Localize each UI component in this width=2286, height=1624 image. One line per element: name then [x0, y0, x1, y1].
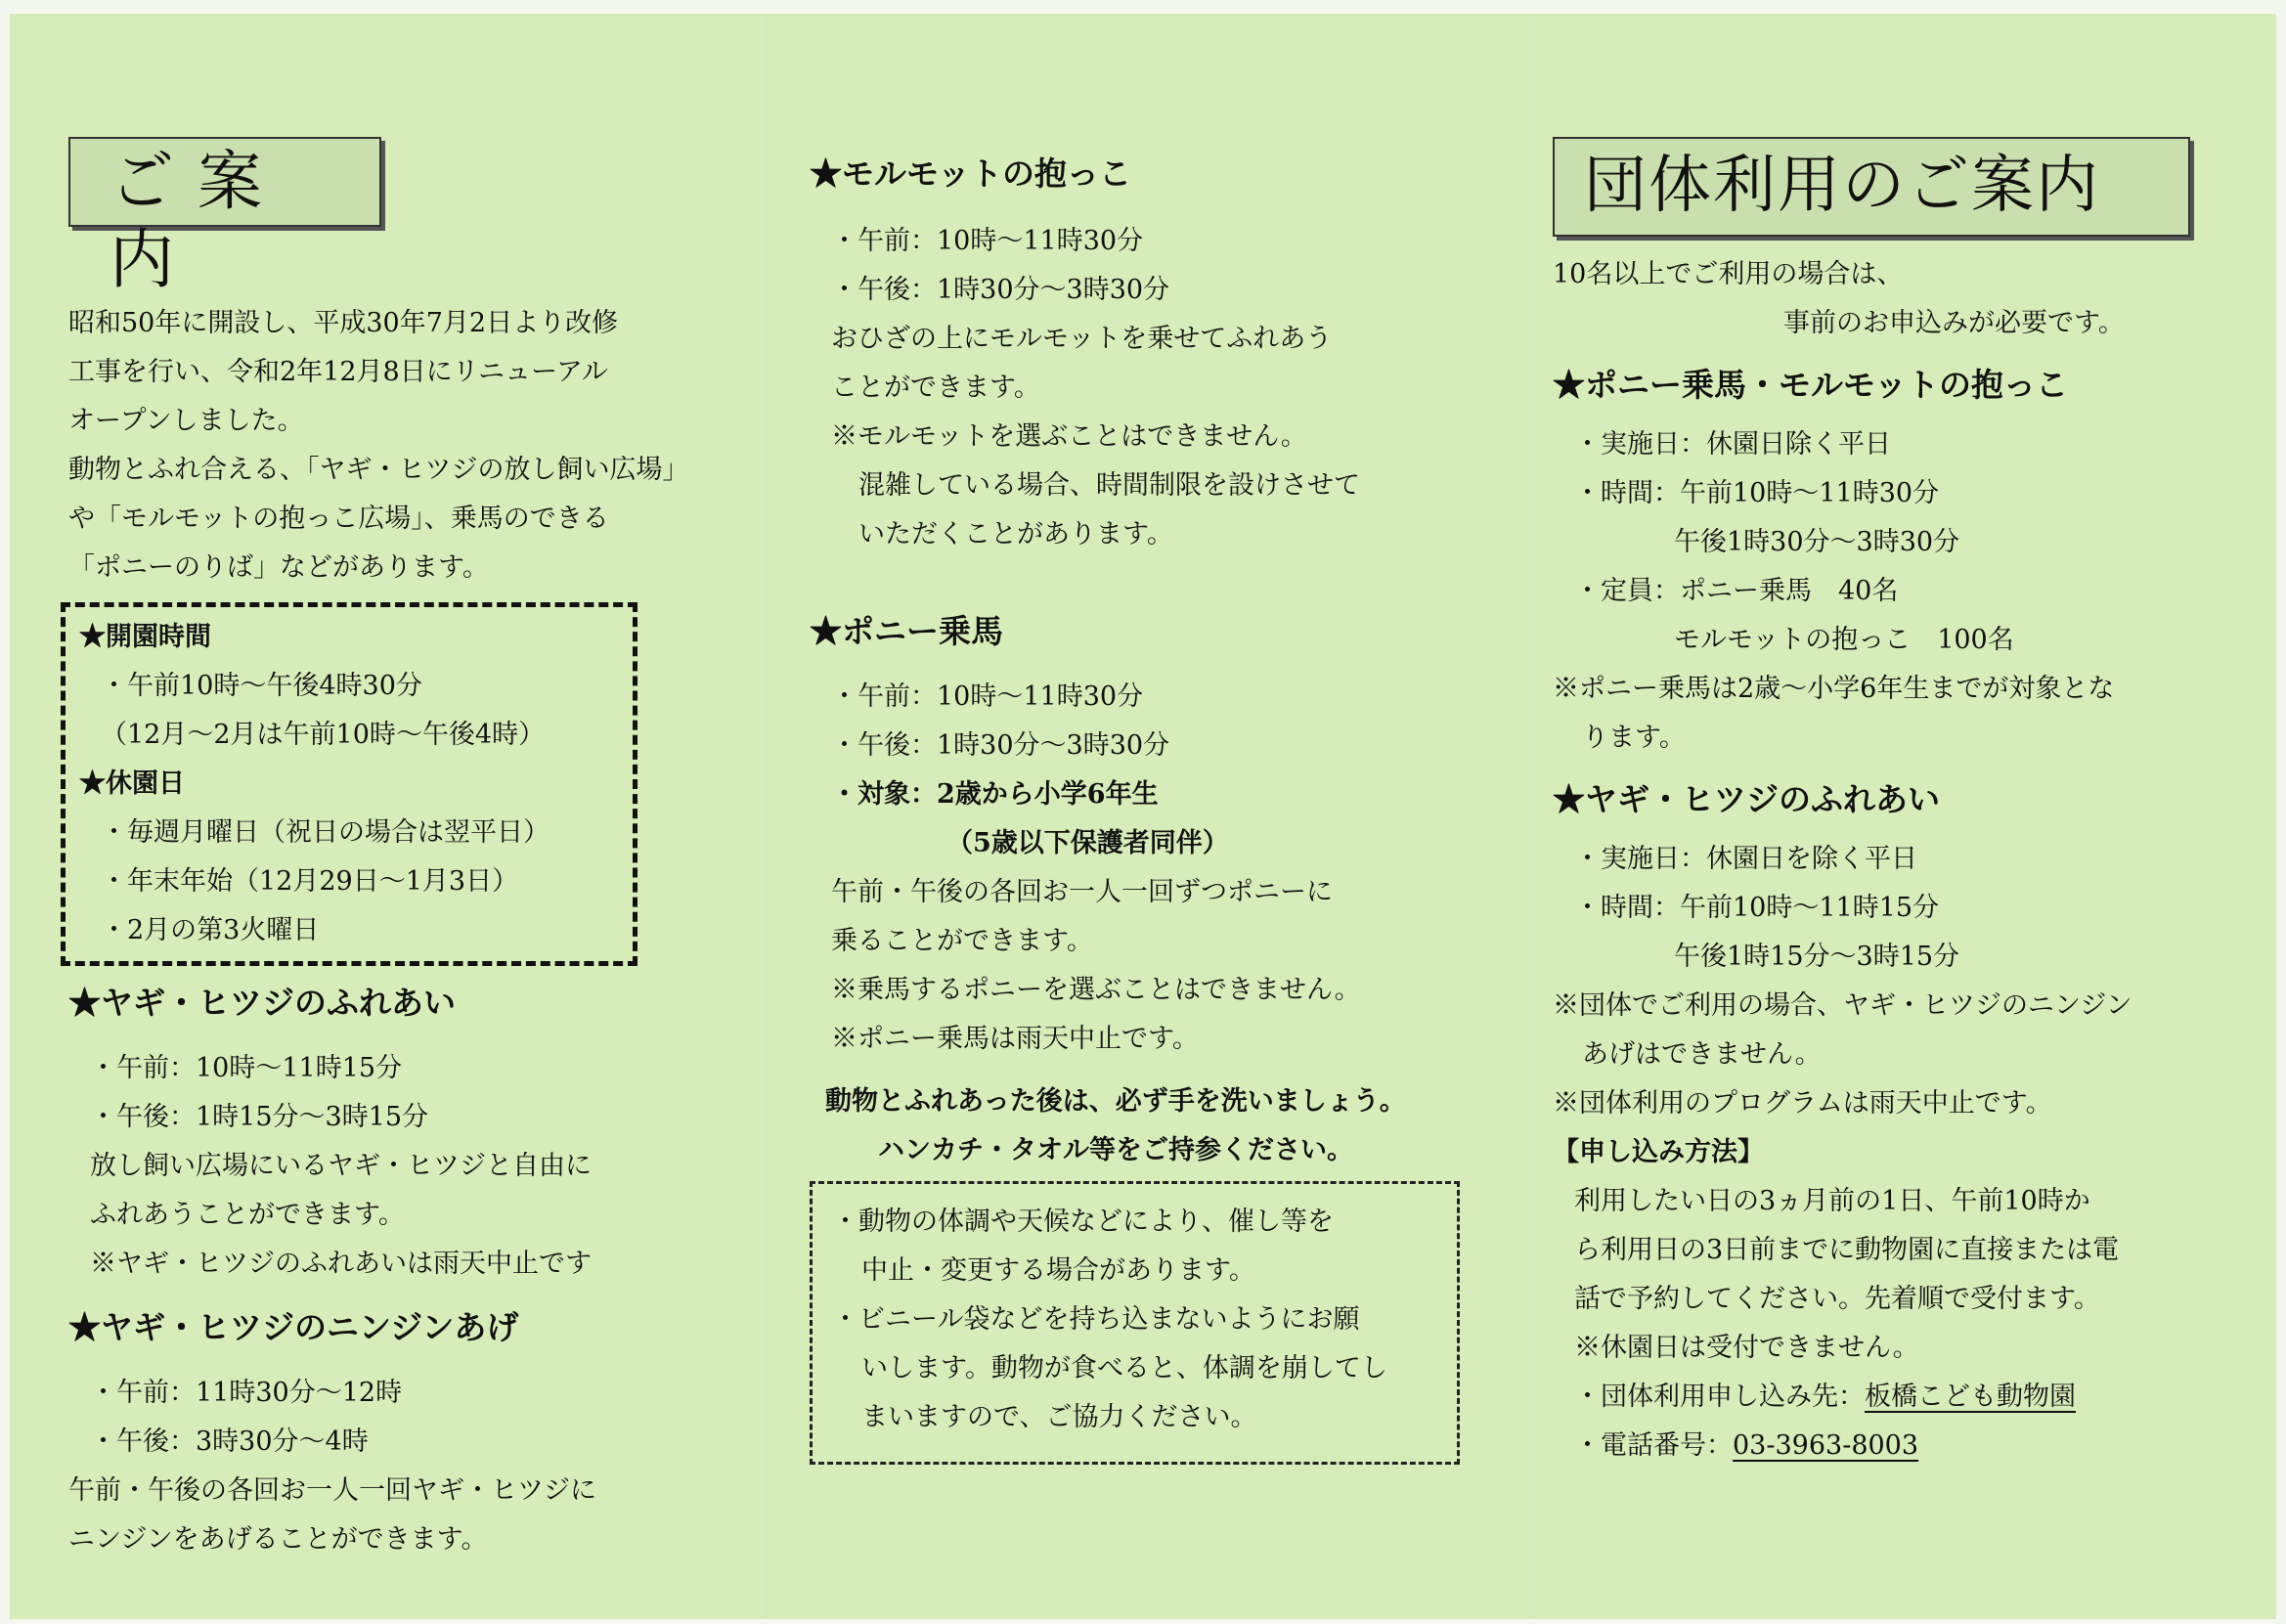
guide-title: ご案内 — [68, 137, 381, 227]
fold-line — [765, 14, 768, 1619]
goat-time: ・午後：1時15分〜3時15分 — [90, 1102, 429, 1132]
group-intro: 10名以上でご利用の場合は、 — [1553, 259, 1904, 289]
intro-line: オープンしました。 — [68, 406, 304, 436]
apply-text: 利用したい日の3ヵ月前の1日、午前10時か — [1574, 1186, 2090, 1216]
intro-line: 動物とふれ合える、「ヤギ・ヒツジの放し飼い広場」 — [68, 455, 689, 485]
closed-line: ・年末年始（12月29日〜1月3日） — [101, 866, 519, 897]
note-line: まいますので、ご協力ください。 — [861, 1402, 1257, 1432]
group-goat-note: ※団体利用のプログラムは雨天中止です。 — [1553, 1088, 2052, 1119]
group-pony-note: ります。 — [1582, 723, 1686, 753]
contact-name: 板橋こども動物園 — [1865, 1382, 2076, 1412]
intro-line: 工事を行い、令和2年12月8日にリニューアル — [68, 357, 608, 387]
note-line: ・ビニール袋などを持ち込まないようにお願 — [832, 1304, 1360, 1335]
apply-text: ※休園日は受付できません。 — [1574, 1333, 1919, 1363]
pony-text: ※乗馬するポニーを選ぶことはできません。 — [831, 975, 1361, 1005]
closed-heading: ★休園日 — [79, 768, 185, 799]
note-line: ・動物の体調や天候などにより、催し等を — [832, 1207, 1334, 1237]
guinea-note: 混雑している場合、時間制限を設けさせて — [858, 470, 1360, 501]
guinea-note: いただくことがあります。 — [858, 519, 1173, 549]
phone-number: 03-3963-8003 — [1733, 1430, 1919, 1461]
group-goat-line: 午後1時15分〜3時15分 — [1674, 942, 1960, 972]
apply-text: ら利用日の3日前までに動物園に直接または電 — [1574, 1235, 2120, 1265]
pony-time: ・午後：1時30分〜3時30分 — [831, 730, 1170, 761]
intro-line: 昭和50年に開設し、平成30年7月2日より改修 — [68, 308, 619, 338]
hours-line: （12月〜2月は午前10時〜午後4時） — [101, 720, 546, 750]
note-line: いします。動物が食べると、体調を崩してし — [861, 1353, 1387, 1383]
pony-time: ・午前：10時〜11時30分 — [831, 681, 1144, 712]
wash-hands-text: ハンカチ・タオル等をご持参ください。 — [878, 1135, 1353, 1165]
hours-heading: ★開園時間 — [79, 622, 211, 652]
goat-text: ※ヤギ・ヒツジのふれあいは雨天中止です — [90, 1249, 592, 1279]
guinea-text: おひざの上にモルモットを乗せてふれあう — [831, 324, 1333, 354]
contact-label: ・団体利用申し込み先： — [1574, 1382, 1865, 1412]
pony-heading: ★ポニー乗馬 — [810, 612, 1003, 650]
goat-text: ふれあうことができます。 — [90, 1200, 405, 1230]
guinea-text: ※モルモットを選ぶことはできません。 — [831, 421, 1307, 452]
phone-label: ・電話番号： — [1574, 1430, 1733, 1461]
hours-box — [61, 602, 637, 966]
group-goat-note: ※団体でご利用の場合、ヤギ・ヒツジのニンジン — [1553, 990, 2132, 1021]
pony-text: ※ポニー乗馬は雨天中止です。 — [831, 1024, 1199, 1054]
guinea-time: ・午後：1時30分〜3時30分 — [831, 275, 1170, 305]
carrot-text: ニンジンをあげることができます。 — [68, 1524, 488, 1555]
group-pony-line: ・時間：午前10時〜11時30分 — [1574, 478, 1940, 508]
note-line: 中止・変更する場合があります。 — [861, 1255, 1255, 1286]
phone-line — [1553, 1422, 2227, 1470]
guinea-text: ことができます。 — [831, 373, 1040, 403]
notes-box — [810, 1181, 1460, 1465]
hours-line: ・午前10時〜午後4時30分 — [101, 671, 422, 701]
goat-heading: ★ヤギ・ヒツジのふれあい — [68, 984, 456, 1022]
panel-guide — [68, 137, 714, 1564]
group-pony-line: ・定員：ポニー乗馬 40名 — [1574, 576, 1899, 606]
carrot-text: 午前・午後の各回お一人一回ヤギ・ヒツジに — [68, 1475, 596, 1506]
pony-target: ・対象：2歳から小学6年生 — [831, 779, 1159, 810]
wash-hands-text: 動物とふれあった後は、必ず手を洗いましょう。 — [825, 1086, 1406, 1117]
group-pony-heading: ★ポニー乗馬・モルモットの抱っこ — [1553, 366, 2069, 404]
closed-line: ・2月の第3火曜日 — [101, 915, 320, 945]
pony-target-note: （5歳以下保護者同伴） — [946, 828, 1229, 858]
group-goat-line: ・時間：午前10時〜11時15分 — [1574, 893, 1940, 923]
group-title: 団体利用のご案内 — [1553, 137, 2190, 237]
guinea-heading: ★モルモットの抱っこ — [810, 154, 1132, 193]
closed-line: ・毎週月曜日（祝日の場合は翌平日） — [101, 817, 550, 848]
apply-text: 話で予約してください。先着順で受付ます。 — [1574, 1284, 2100, 1314]
intro-line: や「モルモットの抱っこ広場」、乗馬のできる — [68, 504, 609, 534]
pony-text: 午前・午後の各回お一人一回ずつポニーに — [831, 877, 1333, 907]
contact-line — [1553, 1373, 2227, 1422]
group-goat-note: あげはできません。 — [1582, 1039, 1822, 1070]
goat-time: ・午前：10時〜11時15分 — [90, 1053, 403, 1083]
group-intro: 事前のお申込みが必要です。 — [1783, 308, 2125, 338]
carrot-time: ・午前：11時30分〜12時 — [90, 1378, 403, 1408]
group-goat-line: ・実施日：休園日を除く平日 — [1574, 844, 1917, 874]
pony-text: 乗ることができます。 — [831, 926, 1093, 956]
fold-line — [1531, 14, 1534, 1619]
goat-text: 放し飼い広場にいるヤギ・ヒツジと自由に — [90, 1151, 592, 1181]
group-pony-line: モルモットの抱っこ 100名 — [1674, 625, 2014, 655]
group-pony-line: ・実施日：休園日除く平日 — [1574, 429, 1891, 460]
group-pony-line: 午後1時30分〜3時30分 — [1674, 527, 1960, 557]
intro-line: 「ポニーのりば」などがあります。 — [68, 552, 489, 583]
panel-group-use — [1553, 137, 2227, 1470]
carrot-heading: ★ヤギ・ヒツジのニンジンあげ — [68, 1308, 519, 1346]
guinea-time: ・午前：10時〜11時30分 — [831, 226, 1144, 256]
carrot-time: ・午後：3時30分〜4時 — [90, 1426, 369, 1457]
group-pony-note: ※ポニー乗馬は2歳〜小学6年生までが対象とな — [1553, 674, 2115, 704]
group-goat-heading: ★ヤギ・ヒツジのふれあい — [1553, 780, 1940, 818]
panel-activities — [810, 145, 1494, 1465]
apply-heading: 【申し込み方法】 — [1553, 1137, 1764, 1167]
